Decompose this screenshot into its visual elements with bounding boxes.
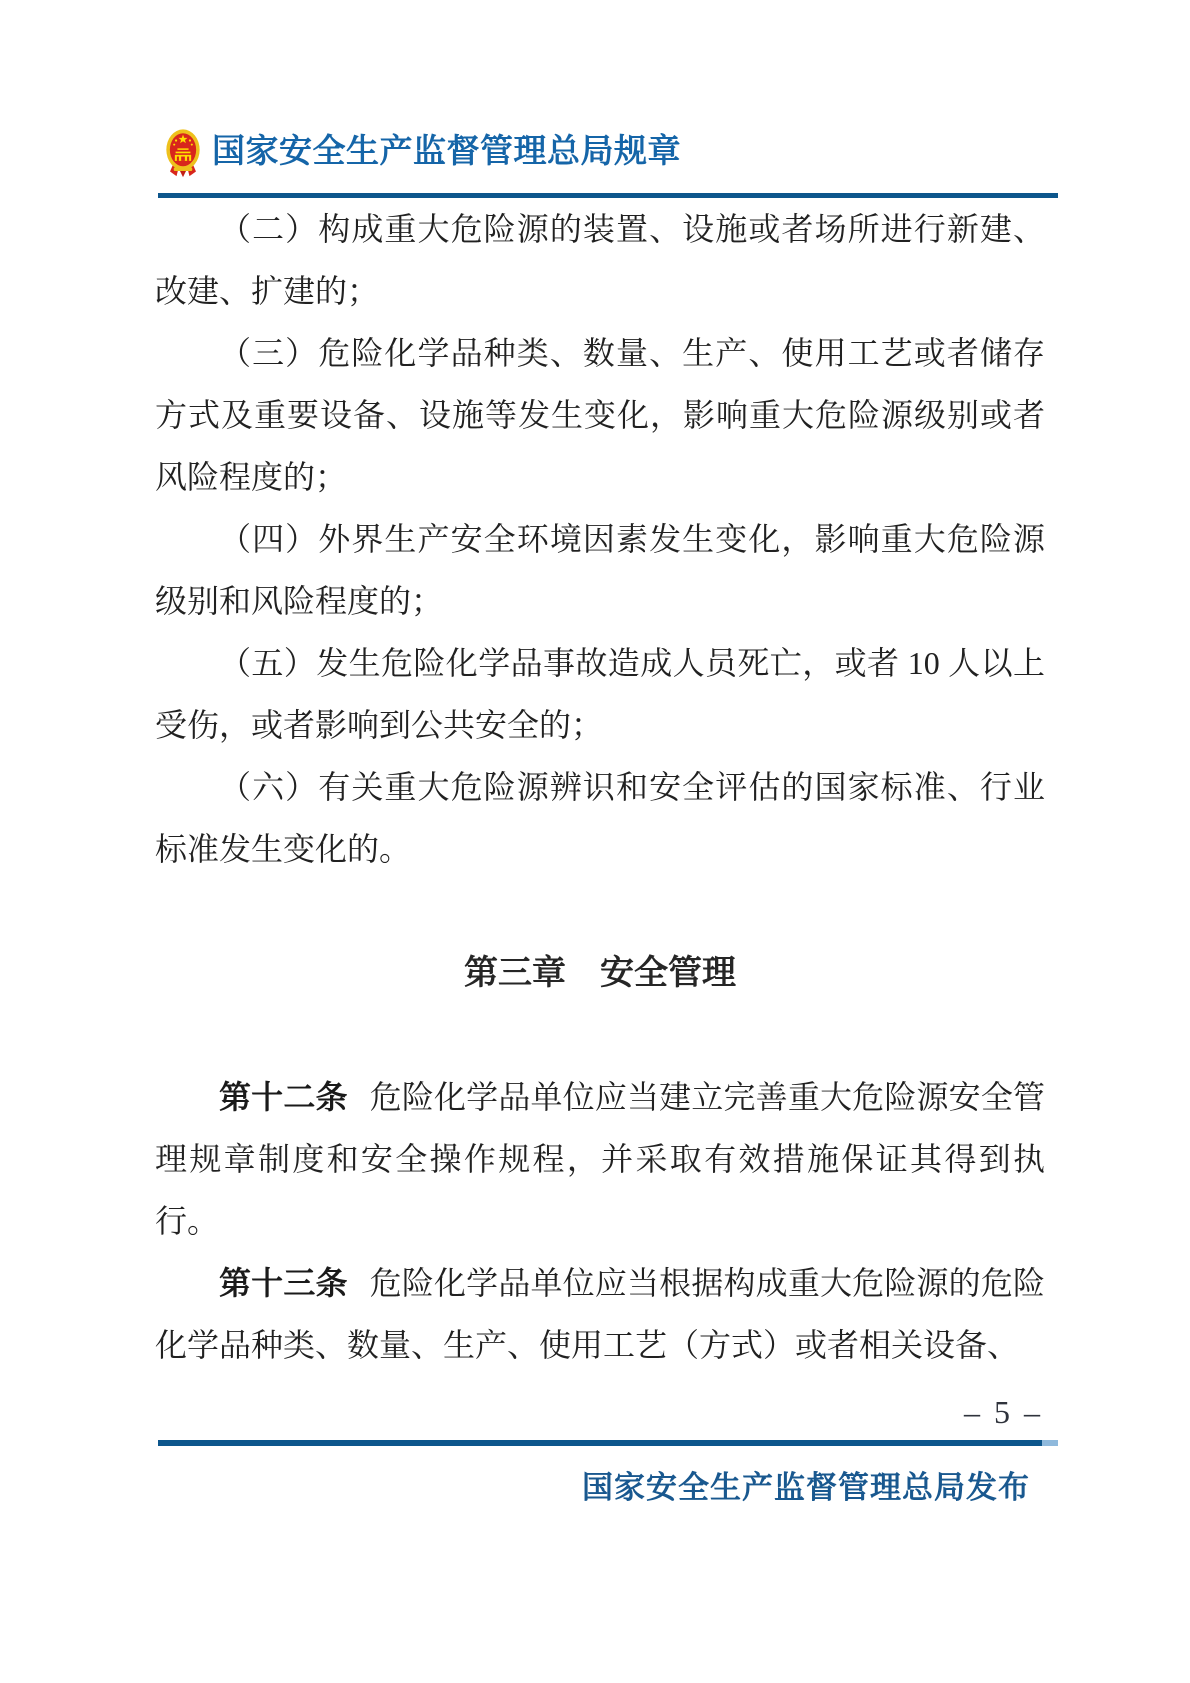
footer-rule <box>158 1440 1058 1446</box>
national-emblem-icon <box>164 128 202 178</box>
clause-paragraph: （四）外界生产安全环境因素发生变化，影响重大危险源级别和风险程度的； <box>155 521 1045 619</box>
clause-paragraph: （五）发生危险化学品事故造成人员死亡，或者 10 人以上受伤，或者影响到公共安全的； <box>155 645 1045 743</box>
chapter-heading: 第三章 安全管理 <box>464 954 736 992</box>
article-paragraph <box>155 1066 1045 1252</box>
article-number-label: 第十二条 <box>219 1079 348 1115</box>
article-text: 危险化学品单位应当建立完善重大危险源安全管理规章制度和安全操作规程，并采取有效措施保证其得到执行。 <box>155 1079 1045 1239</box>
publisher-line: 国家安全生产监督管理总局发布 <box>582 1470 1030 1505</box>
document-header <box>158 118 1058 188</box>
clause-paragraph: （六）有关重大危险源辨识和安全评估的国家标准、行业标准发生变化的。 <box>155 769 1045 867</box>
header-agency-title: 国家安全生产监督管理总局规章 <box>212 134 681 170</box>
page-number: – 5 – <box>964 1394 1043 1430</box>
clause-paragraph: （二）构成重大危险源的装置、设施或者场所进行新建、改建、扩建的； <box>155 211 1045 309</box>
article-text: 危险化学品单位应当根据构成重大危险源的危险化学品种类、数量、生产、使用工艺（方式）或者相关设备、 <box>155 1265 1045 1363</box>
clause-paragraph: （三）危险化学品种类、数量、生产、使用工艺或者储存方式及重要设备、设施等发生变化，影响重大危险源级别或者风险程度的； <box>155 335 1045 495</box>
article-number-label: 第十三条 <box>219 1265 348 1301</box>
document-body <box>155 198 1045 1376</box>
article-paragraph <box>155 1252 1045 1376</box>
